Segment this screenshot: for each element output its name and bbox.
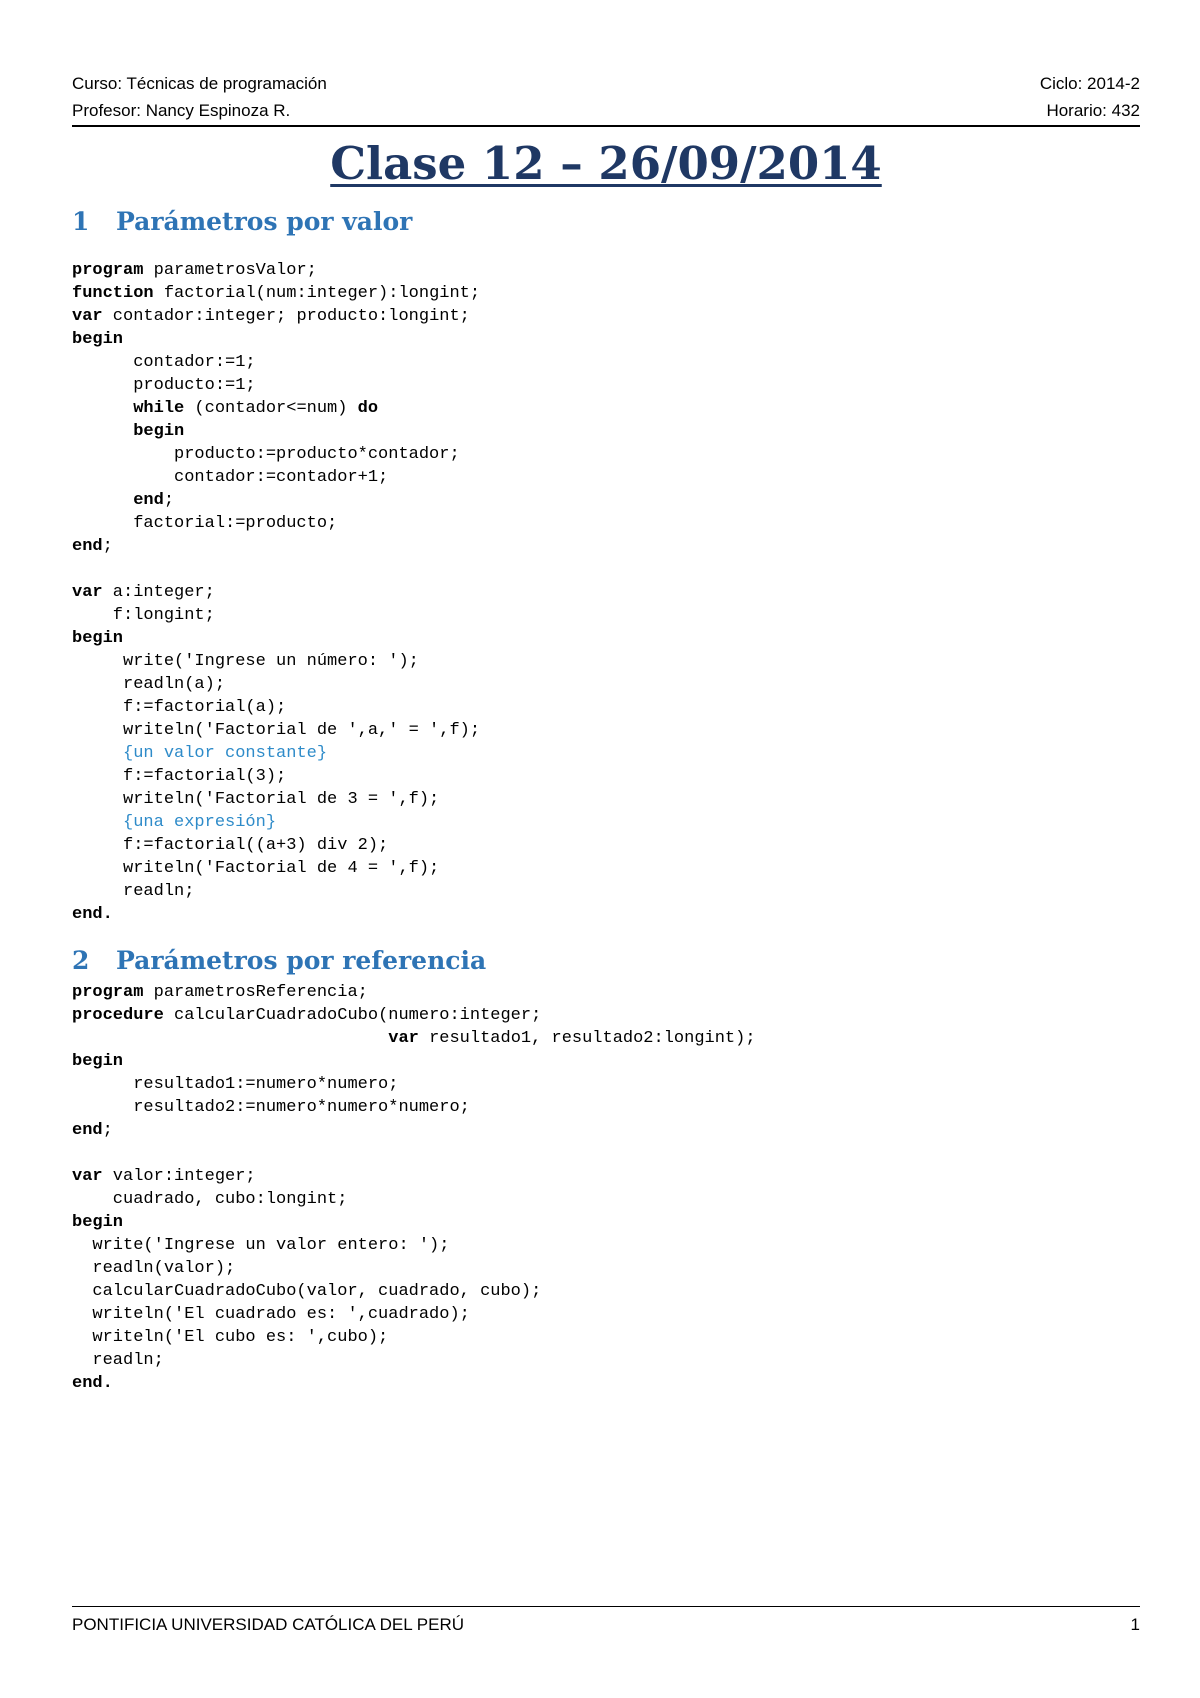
code-line [72,558,1140,581]
code-text: f:longint; [72,606,215,625]
code-line [72,328,1140,351]
code-text: resultado1, resultado2:longint); [418,1029,756,1048]
code-line [72,259,1140,282]
code-keyword: begin [72,1213,124,1232]
code-line [72,981,1140,1004]
code-block-parametros-referencia [72,981,1140,1395]
code-text [72,813,123,832]
code-line [72,1303,1140,1326]
schedule-label: Horario: 432 [1046,101,1140,120]
code-text: readln(a); [72,675,226,694]
code-line [72,1280,1140,1303]
code-comment: {un valor constante} [123,744,328,763]
code-text: factorial:=producto; [72,514,338,533]
code-keyword: program [72,261,144,280]
code-text: producto:=producto*contador; [72,445,460,464]
institution-name: PONTIFICIA UNIVERSIDAD CATÓLICA DEL PERÚ [72,1615,465,1634]
code-line [72,1372,1140,1395]
code-line [72,673,1140,696]
code-line [72,1050,1140,1073]
code-text: ; [102,537,113,556]
document-page [72,70,1140,1395]
header-row-1 [72,70,1140,97]
code-keyword: var [388,1029,419,1048]
code-line [72,1349,1140,1372]
code-line [72,650,1140,673]
code-keyword: begin [72,330,124,349]
code-text: contador:=1; [72,353,256,372]
code-line [72,420,1140,443]
code-text: producto:=1; [72,376,256,395]
code-line [72,1142,1140,1165]
section-2-number: 2 [72,946,90,975]
code-text: calcularCuadradoCubo(numero:integer; [163,1006,542,1025]
code-line [72,604,1140,627]
code-text: ; [163,491,175,510]
code-line [72,811,1140,834]
section-2-title: Parámetros por referencia [116,946,487,975]
code-line [72,581,1140,604]
code-keyword: procedure [72,1006,164,1025]
section-1-number: 1 [72,207,90,236]
code-text: f:=factorial(a); [72,698,287,717]
code-line [72,1326,1140,1349]
professor-label: Profesor: Nancy Espinoza R. [72,101,291,120]
code-line [72,374,1140,397]
code-line [72,305,1140,328]
code-line [72,834,1140,857]
code-text: readln; [72,1351,164,1370]
code-line [72,627,1140,650]
header-row-2 [72,97,1140,124]
code-keyword: end. [72,905,113,924]
code-keyword: while [133,399,185,418]
code-text: write('Ingrese un número: '); [72,652,419,671]
code-line [72,282,1140,305]
code-text: resultado2:=numero*numero*numero; [72,1098,470,1117]
code-line [72,1073,1140,1096]
code-text: ; [102,1121,113,1140]
code-text: parametrosValor; [143,261,317,280]
code-text: contador:integer; producto:longint; [102,307,470,326]
code-keyword: end [133,491,164,510]
course-label: Curso: Técnicas de programación [72,74,327,93]
code-text: cuadrado, cubo:longint; [72,1190,348,1209]
code-text: contador:=contador+1; [72,468,389,487]
code-text: a:integer; [102,583,215,602]
code-comment: {una expresión} [123,813,277,832]
code-line [72,1004,1140,1027]
code-text: factorial(num:integer):longint; [153,284,481,303]
code-line [72,1188,1140,1211]
code-keyword: program [72,983,144,1002]
code-text: readln; [72,882,195,901]
code-line [72,857,1140,880]
code-line [72,1165,1140,1188]
code-line [72,1211,1140,1234]
code-text: writeln('Factorial de ',a,' = ',f); [72,721,481,740]
code-line [72,1027,1140,1050]
code-text: writeln('El cuadrado es: ',cuadrado); [72,1305,470,1324]
code-line [72,1096,1140,1119]
code-line [72,489,1140,512]
code-text: valor:integer; [102,1167,256,1186]
code-line [72,719,1140,742]
page-title: Clase 12 – 26/09/2014 [330,137,882,190]
code-line [72,903,1140,926]
code-line [72,443,1140,466]
code-line [72,535,1140,558]
code-text: writeln('El cubo es: ',cubo); [72,1328,389,1347]
code-keyword: begin [72,1052,124,1071]
code-keyword: var [72,307,103,326]
code-text: f:=factorial(3); [72,767,287,786]
code-keyword: begin [72,629,124,648]
code-text [72,744,123,763]
code-keyword: begin [133,422,185,441]
code-block-parametros-valor [72,259,1140,926]
code-text: parametrosReferencia; [143,983,368,1002]
code-text: calcularCuadradoCubo(valor, cuadrado, cubo); [72,1282,542,1301]
code-line [72,1234,1140,1257]
section-1-heading [72,205,1140,239]
code-keyword: end. [72,1374,113,1393]
code-keyword: function [72,284,154,303]
code-line [72,397,1140,420]
code-text: (contador<=num) [184,399,358,418]
section-2-heading [72,944,1140,978]
code-keyword: var [72,583,103,602]
code-text: writeln('Factorial de 3 = ',f); [72,790,440,809]
code-text: readln(valor); [72,1259,236,1278]
code-keyword: end [72,1121,103,1140]
code-text [72,422,133,441]
code-line [72,696,1140,719]
code-line [72,880,1140,903]
code-text [72,491,133,510]
code-keyword: do [357,399,379,418]
code-line [72,765,1140,788]
code-line [72,1119,1140,1142]
code-text: f:=factorial((a+3) div 2); [72,836,389,855]
header-divider [72,125,1140,127]
code-text: write('Ingrese un valor entero: '); [72,1236,450,1255]
code-keyword: var [72,1167,103,1186]
code-line [72,466,1140,489]
page-number: 1 [1130,1615,1140,1634]
code-line [72,742,1140,765]
page-footer [72,1606,1140,1635]
code-line [72,1257,1140,1280]
section-1-title: Parámetros por valor [116,207,413,236]
code-text [72,399,133,418]
code-line [72,351,1140,374]
cycle-label: Ciclo: 2014-2 [1039,74,1140,93]
code-line [72,788,1140,811]
code-line [72,512,1140,535]
code-text [72,1029,388,1048]
code-keyword: end [72,537,103,556]
code-text: resultado1:=numero*numero; [72,1075,399,1094]
code-text: writeln('Factorial de 4 = ',f); [72,859,440,878]
